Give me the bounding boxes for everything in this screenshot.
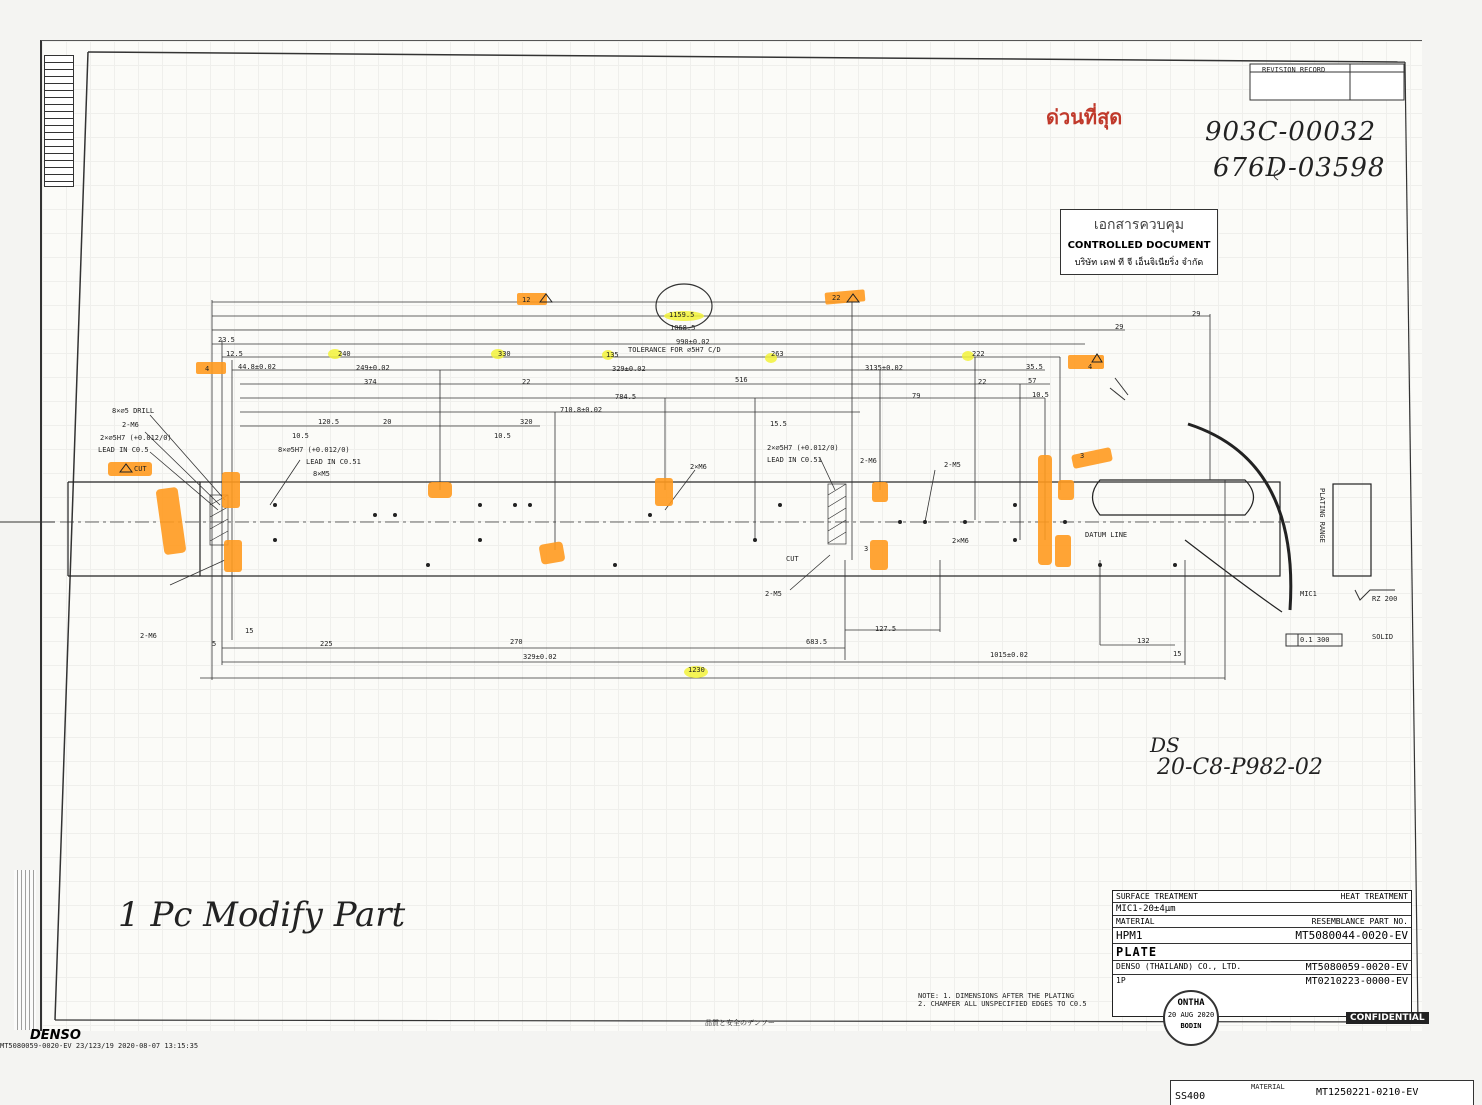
controlled-english-title: CONTROLLED DOCUMENT	[1067, 240, 1211, 251]
part-number: MT5080059-0020-EV	[1305, 962, 1408, 973]
controlled-document-stamp	[1060, 209, 1218, 275]
dim-10-5-right: 10.5	[1032, 391, 1049, 399]
dim-683-5: 683.5	[806, 638, 828, 646]
seal-name: BODIN	[1180, 1022, 1202, 1030]
dim-overall-length: 1159.5	[669, 311, 695, 319]
plating-range-label: PLATING RANGE	[1318, 488, 1326, 543]
next-sheet-part-number: MT1250221-0210-EV	[1316, 1087, 1419, 1098]
dim-22: 22	[522, 378, 531, 386]
treatment-row	[1113, 891, 1411, 903]
heat-treatment-label: HEAT TREATMENT	[1340, 892, 1408, 901]
callout-hole-fit-3: 2×⌀5H7 (+0.012/0)	[767, 444, 839, 452]
material-value: HPM1	[1116, 929, 1143, 942]
callout-cut-mid: CUT	[786, 555, 799, 563]
callout-m6-right: 2-M6	[860, 457, 877, 465]
dim-225: 225	[320, 640, 333, 648]
dim-15-right: 15	[1173, 650, 1182, 658]
seal-date: 20 AUG 2020	[1167, 1011, 1215, 1019]
material-label: MATERIAL	[1116, 917, 1155, 926]
tri-mark-2: 22	[832, 294, 841, 302]
handwritten-code-2: 676D-03598	[1213, 153, 1386, 183]
dim-35-5: 35.5	[1026, 363, 1043, 371]
controlled-thai-title: เอกสารควบคุม	[1093, 217, 1185, 233]
sub-part-row	[1113, 975, 1411, 988]
material-row	[1113, 928, 1411, 944]
ds-code: 20-C8-P982-02	[1157, 755, 1323, 780]
callout-drill: 8×⌀5 DRILL	[112, 407, 155, 415]
modify-part-note: 1 Pc Modify Part	[118, 895, 406, 935]
urgent-stamp: ด่วนที่สุด	[1046, 105, 1123, 129]
coating-value: MIC1-20±4μm	[1116, 904, 1176, 914]
dim-516: 516	[735, 376, 748, 384]
next-sheet-title-strip	[1170, 1080, 1474, 1105]
dim-249: 249±0.02	[356, 364, 390, 372]
company-name: DENSO (THAILAND) CO., LTD.	[1116, 962, 1242, 971]
dim-990: 990±0.02	[676, 338, 710, 346]
tri-mark-4: 4	[1088, 363, 1093, 371]
dim-3135: 3135±0.02	[865, 364, 903, 372]
dim-329-bottom: 329±0.02	[523, 653, 557, 661]
dim-12-5: 12.5	[226, 350, 243, 358]
datum-line-label: DATUM LINE	[1085, 531, 1128, 539]
tri-mark-3: 4	[205, 365, 210, 373]
callout-m5-bottom: 2-M5	[765, 590, 782, 598]
dim-20: 20	[383, 418, 392, 426]
controlled-company: บริษัท เดฟ ที จี เอ็นจิเนียริ่ง จำกัด	[1074, 258, 1204, 268]
callout-m6: 2-M6	[122, 421, 139, 429]
dim-29: 29	[1115, 323, 1124, 331]
dim-784-5: 784.5	[615, 393, 637, 401]
material-label-row	[1113, 916, 1411, 928]
dim-132: 132	[1137, 637, 1150, 645]
callout-hole-fit: 2×⌀5H7 (+0.012/0)	[100, 434, 172, 442]
next-sheet-material-label: MATERIAL	[1251, 1083, 1285, 1091]
dim-15-5: 15.5	[770, 420, 787, 428]
next-sheet-material: SS400	[1175, 1091, 1206, 1102]
dim-320: 320	[520, 418, 533, 426]
dim-1015: 1015±0.02	[990, 651, 1028, 659]
flatness-label: 0.1 300	[1300, 636, 1330, 644]
dim-22-right: 22	[978, 378, 987, 386]
dim-79: 79	[912, 392, 921, 400]
handwritten-code-1: 903C-00032	[1205, 117, 1377, 147]
solid-label: SOLID	[1372, 633, 1394, 641]
resemblance-label: RESEMBLANCE PART NO.	[1311, 917, 1408, 926]
dim-29-top: 29	[1192, 310, 1201, 318]
dim-44-8: 44.8±0.02	[238, 363, 276, 371]
dim-5: 5	[212, 640, 217, 648]
title-block	[1112, 890, 1412, 1017]
surface-treatment-label: SURFACE TREATMENT	[1116, 892, 1198, 901]
dim-270: 270	[510, 638, 523, 646]
dim-127-5: 127.5	[875, 625, 897, 633]
callout-cut-left: CUT	[134, 465, 147, 473]
dim-10-5: 10.5	[292, 432, 309, 440]
dim-240: 240	[338, 350, 351, 358]
dim-135: 135	[606, 351, 619, 359]
note-line-2: 2. CHAMFER ALL UNSPECIFIED EDGES TO C0.5	[918, 1000, 1087, 1008]
confidential-label: CONFIDENTIAL	[1346, 1012, 1429, 1024]
callout-lead-in-3: LEAD IN C0.51	[767, 456, 822, 464]
revision-record-header: REVISION RECORD	[1262, 66, 1326, 74]
safety-slogan: 品質と安全のデンソー	[705, 1019, 775, 1027]
dim-222: 222	[972, 350, 985, 358]
part-name: PLATE	[1116, 945, 1158, 959]
tri-mark-6: 3	[864, 545, 869, 553]
roughness-label: RZ 200	[1372, 595, 1398, 603]
tri-mark-1: 12	[522, 296, 531, 304]
callout-m5-right: 2-M5	[944, 461, 961, 469]
coating-row	[1113, 903, 1411, 916]
dim-710-8: 710.8±0.02	[560, 406, 603, 414]
callout-lead-in: LEAD IN C0.5	[98, 446, 149, 454]
note-line-1: NOTE: 1. DIMENSIONS AFTER THE PLATING	[918, 992, 1074, 1000]
company-row	[1113, 961, 1411, 975]
callout-m6-lower: 2×M6	[952, 537, 969, 545]
resemblance-part-no: MT5080044-0020-EV	[1295, 929, 1408, 942]
callout-m6-bottom: 2-M6	[140, 632, 157, 640]
tri-mark-5: 3	[1080, 452, 1085, 460]
part-name-row	[1113, 944, 1411, 961]
ds-label: DS	[1150, 733, 1180, 757]
approval-seal	[1163, 990, 1219, 1046]
dim-329: 329±0.02	[612, 365, 646, 373]
callout-m5: 8×M5	[313, 470, 330, 478]
dim-120-5: 120.5	[318, 418, 340, 426]
dim-1230: 1230	[688, 666, 705, 674]
dim-10-5-mid: 10.5	[494, 432, 511, 440]
seal-top-text: ONTHA	[1177, 998, 1205, 1008]
footer-meta: MT5080059-0020-EV 23/123/19 2020-08-07 13:15:35	[0, 1042, 199, 1050]
callout-lead-in-2: LEAD IN C0.51	[306, 458, 361, 466]
dim-57: 57	[1028, 377, 1037, 385]
dim-263: 263	[771, 350, 784, 358]
dim-330: 330	[498, 350, 511, 358]
dim-23-5: 23.5	[218, 336, 235, 344]
sub-part-number: MT0210223-0000-EV	[1305, 976, 1408, 987]
scale-value: 1P	[1116, 976, 1126, 985]
mic-label: MIC1	[1300, 590, 1317, 598]
callout-m6-mid: 2×M6	[690, 463, 707, 471]
tolerance-note: TOLERANCE FOR ⌀5H7 C/D	[628, 346, 721, 354]
denso-logo: DENSO	[30, 1028, 81, 1043]
dim-15-left: 15	[245, 627, 254, 635]
dim-hole-span: 1068.5	[670, 324, 696, 332]
dim-374: 374	[364, 378, 377, 386]
callout-hole-fit-2: 8×⌀5H7 (+0.012/0)	[278, 446, 350, 454]
